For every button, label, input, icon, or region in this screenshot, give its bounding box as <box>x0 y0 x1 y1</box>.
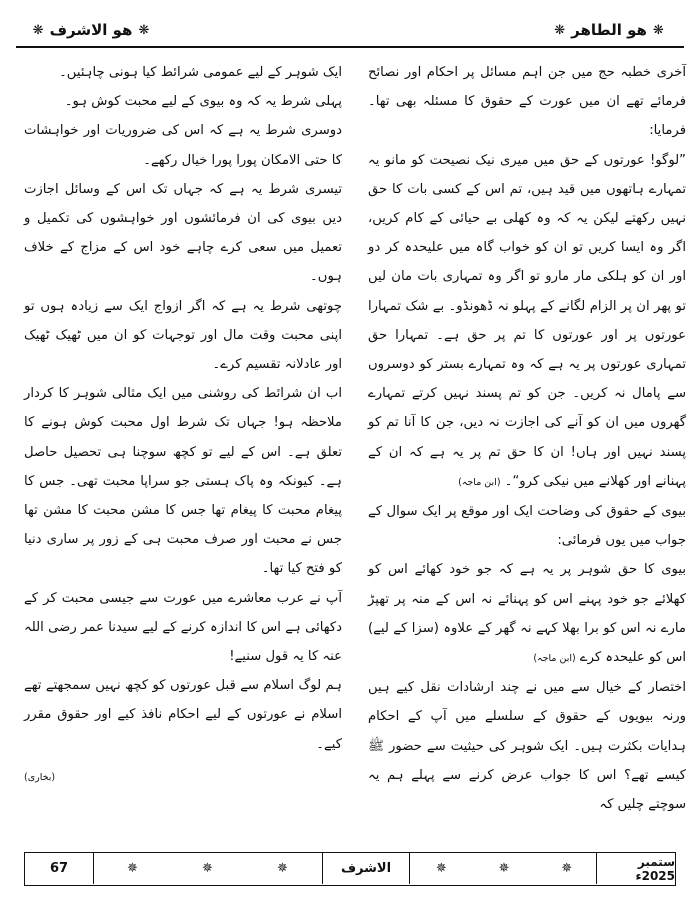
paragraph: ہم لوگ اسلام سے قبل عورتوں کو کچھ نہیں سمجھتے تھے اسلام نے عورتوں کے لیے احکام نافذ کیے اور حقوق مقرر کیے۔ <box>24 678 342 752</box>
paragraph: بیوی کے حقوق کی وضاحت ایک اور موقع پر ایک سوال کے جواب میں یوں فرمائی: <box>368 504 686 549</box>
ornament-icon: ❋ <box>652 22 664 38</box>
paragraph: پہلی شرط یہ کہ وہ بیوی کے لیے محبت کوش ہو۔ <box>64 94 342 110</box>
paragraph: آخری خطبہ حج میں جن اہم مسائل پر احکام اور نصائح فرمائے تھے ان میں عورت کے حقوق کا مسئلہ بھی تھا۔ فرمایا: <box>368 65 686 139</box>
paragraph: اب ان شرائط کی روشنی میں ایک مثالی شوہر کا کردار ملاحظہ ہو! جہاں تک شرط اول محبت کوش ہونے کا تعلق ہے۔ اس کے لیے تو کچھ سوچنا ہی تحصیل حاصل ہے۔ کیونکہ وہ پاک ہستی جو سراپا محبت تھی۔ جس کا پیغام محبت کا پیغام تھا جس کا مشن محبت کا مشن تھا جس نے محبت اور صرف محبت ہی کے زور پر ساری دنیا کو فتح کیا تھا۔ <box>24 386 342 577</box>
ornament-icon: ✵ <box>561 861 573 876</box>
ornament-icon: ❋ <box>32 22 44 38</box>
quote-text: ”لوگو! عورتوں کے حق میں میری نیک نصیحت کو مانو یہ تمہارے ہاتھوں میں قید ہیں، تم اس کے کسی بات کا حق نہیں رکھتے لیکن یہ کہ وہ کھلی بے حیائی کے کام کریں، اگر وہ ایسا کریں تو ان کو خواب گاہ میں علیحدہ کر دو اور ان کو ہلکی مار مارو تو اگر وہ تمہاری بات مان لیں تو پھر ان پر الزام لگانے کے پہلو نہ ڈھونڈو۔ بے شک تمہارا عورتوں پر اور عورتوں کا تم پر حق ہے۔ تمہارا حق تمہاری عورتوں پر یہ ہے کہ وہ تمہارے بستر کو دوسروں سے پامال نہ کریں۔ جن کو تم پسند نہیں کرتے تمہارے گھروں میں ان کو آنے کی اجازت نہ دیں، جن کا آنا تم کو پسند نہیں اور ہاں! ان کا حق تم پر یہ ہے کہ ان کے پہنانے اور کھلانے میں نیکی کرو“۔ <box>368 152 686 489</box>
paragraph: آپ نے عرب معاشرے میں عورت سے جیسی محبت کر کے دکھائی ہے اس کا اندازہ کرنے کے لیے سیدنا عمر رضی اللہ عنہ کا یہ قول سنیے! <box>24 590 342 665</box>
footer-ornament-band <box>95 853 320 884</box>
header-rule <box>16 46 684 48</box>
paragraph: اختصار کے خیال سے میں نے چند ارشادات نقل کیے ہیں ورنہ بیویوں کے حقوق کے سلسلے میں آپ کے احکام ہدایات بکثرت ہیں۔ ایک شوہر کی حیثیت سے حضور ﷺ کیسے تھے؟ اس کا جواب عرض کرنے سے پہلے ہم یہ سوچتے چلیں کہ <box>368 680 686 813</box>
running-header-left <box>16 10 166 50</box>
hadith-text: بیوی کا حق شوہر پر یہ ہے کہ جو خود کھائے اس کو کھلائے جو خود پہنے اس کو پہنائے نہ اس کے منہ پر تھپڑ مارے نہ اس کو برا بھلا کہے نہ گھر کے علاوہ (سزا کے لیے) اس کو علیحدہ کرے <box>368 562 686 666</box>
magazine-title: الاشرف <box>322 853 410 884</box>
paragraph: چوتھی شرط یہ ہے کہ اگر ازواج ایک سے زیادہ ہوں تو اپنی محبت وقت مال اور توجہات کو ان میں ٹھیک ٹھیک اور عادلانہ تقسیم کرے۔ <box>24 298 342 373</box>
running-header-right-title: هو الطاهر <box>571 21 647 39</box>
ornament-icon: ✵ <box>277 861 288 876</box>
source-citation: (بخاری) <box>24 771 56 783</box>
paragraph: دوسری شرط یہ ہے کہ اس کی ضروریات اور خواہشات کا حتی الامکان پورا پورا خیال رکھے۔ <box>24 123 342 168</box>
ornament-icon: ❋ <box>554 22 566 38</box>
paragraph: ایک شوہر کے لیے عمومی شرائط کیا ہونی چاہئیں۔ <box>59 65 342 80</box>
ornament-icon: ❋ <box>138 22 150 38</box>
page-number: 67 <box>25 853 94 884</box>
ornament-icon: ✵ <box>435 861 447 876</box>
source-citation: (ابن ماجہ) <box>533 653 576 665</box>
left-column <box>24 58 342 848</box>
page-footer <box>24 852 676 886</box>
source-citation: (ابن ماجہ) <box>458 476 501 488</box>
ornament-icon: ✵ <box>202 861 213 876</box>
footer-ornament-band <box>410 853 598 884</box>
right-column <box>368 58 686 848</box>
running-header-left-title: هو الاشرف <box>49 21 133 39</box>
paragraph <box>368 555 686 673</box>
running-header-right <box>534 10 684 50</box>
paragraph <box>368 146 686 497</box>
ornament-icon: ✵ <box>127 861 138 876</box>
ornament-icon: ✵ <box>498 861 510 876</box>
paragraph: تیسری شرط یہ ہے کہ جہاں تک اس کے وسائل اجازت دیں بیوی کی ان فرمائشوں اور خواہشوں کی تکمیل و تعمیل میں سعی کرے چاہے خود اس کے مزاج کے خلاف ہوں۔ <box>24 181 342 285</box>
issue-date: ستمبر 2025ء <box>596 853 675 884</box>
